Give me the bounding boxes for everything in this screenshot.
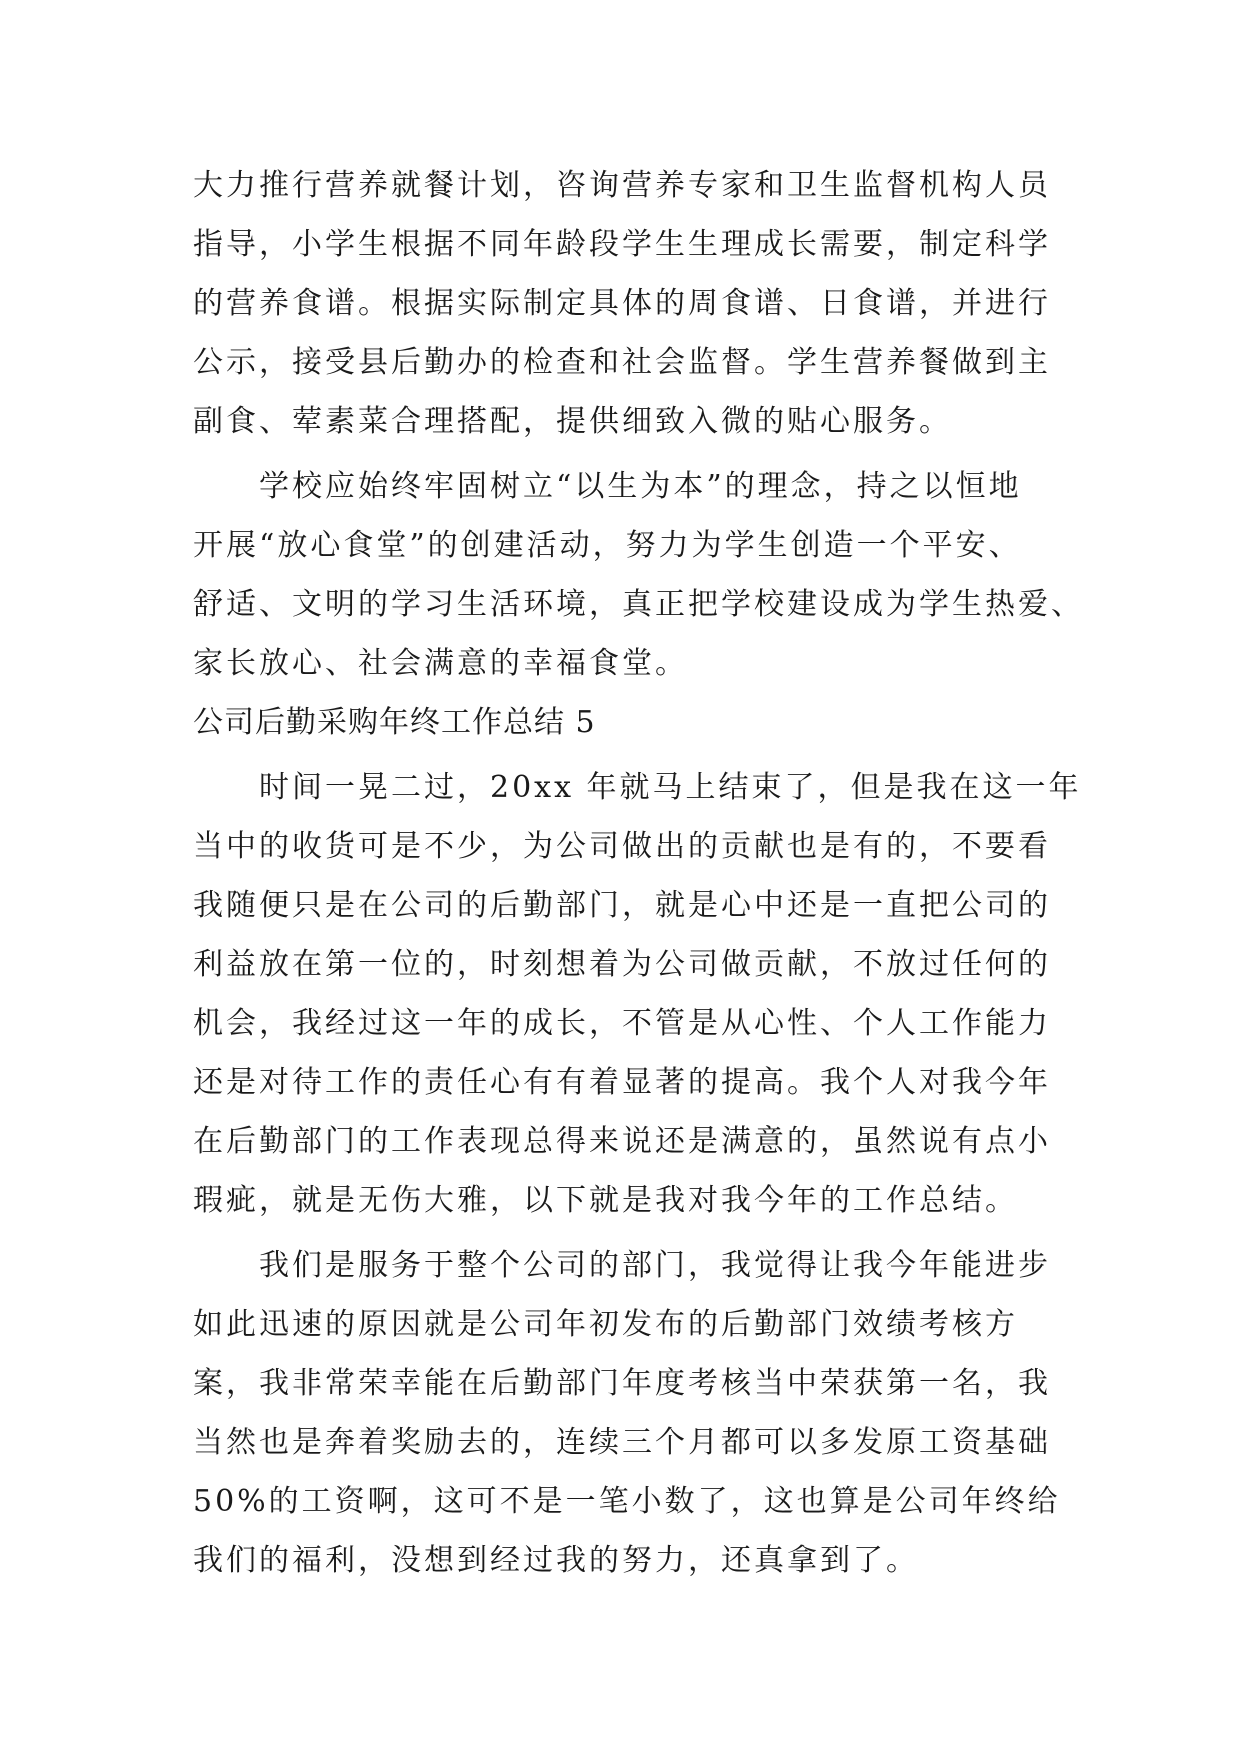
paragraph-student-centered <box>193 457 1084 693</box>
text-line: 舒适、文明的学习生活环境，真正把学校建设成为学生热爱、 <box>193 587 1084 622</box>
text-line: 指导，小学生根据不同年龄段学生生理成长需要，制定科学 <box>193 227 1051 262</box>
text-line: 机会，我经过这一年的成长，不管是从心性、个人工作能力 <box>193 1006 1051 1041</box>
text-line: 大力推行营养就餐计划，咨询营养专家和卫生监督机构人员 <box>193 168 1051 203</box>
text-line: 的营养食谱。根据实际制定具体的周食谱、日食谱，并进行 <box>193 286 1051 321</box>
text-line: 时间一晃二过，20xx 年就马上结束了，但是我在这一年 <box>259 770 1082 805</box>
text-line: 当中的收货可是不少，为公司做出的贡献也是有的，不要看 <box>193 829 1051 864</box>
text-line: 我们的福利，没想到经过我的努力，还真拿到了。 <box>193 1543 919 1578</box>
text-line: 公示，接受县后勤办的检查和社会监督。学生营养餐做到主 <box>193 345 1051 380</box>
text-line: 如此迅速的原因就是公司年初发布的后勤部门效绩考核方 <box>193 1307 1018 1342</box>
text-line: 副食、荤素菜合理搭配，提供细致入微的贴心服务。 <box>193 404 952 439</box>
paragraph-performance-award <box>193 1236 1073 1590</box>
paragraph-nutrition-plan <box>193 156 1073 451</box>
text-line: 瑕疵，就是无伤大雅，以下就是我对我今年的工作总结。 <box>193 1183 1018 1218</box>
text-line: 家长放心、社会满意的幸福食堂。 <box>193 646 688 681</box>
text-line: 当然也是奔着奖励去的，连续三个月都可以多发原工资基础 <box>193 1425 1051 1460</box>
document-page <box>193 156 1084 1590</box>
text-line: 还是对待工作的责任心有有着显著的提高。我个人对我今年 <box>193 1065 1051 1100</box>
text-line: 我们是服务于整个公司的部门，我觉得让我今年能进步 <box>259 1248 1051 1283</box>
text-line: 案，我非常荣幸能在后勤部门年度考核当中荣获第一名，我 <box>193 1366 1051 1401</box>
text-line: 我随便只是在公司的后勤部门，就是心中还是一直把公司的 <box>193 888 1051 923</box>
text-line: 在后勤部门的工作表现总得来说还是满意的，虽然说有点小 <box>193 1124 1051 1159</box>
paragraph-year-review <box>193 758 1082 1230</box>
section-heading: 公司后勤采购年终工作总结 5 <box>193 705 596 740</box>
text-line: 50%的工资啊，这可不是一笔小数了，这也算是公司年终给 <box>193 1484 1061 1519</box>
text-line: 开展“放心食堂”的创建活动，努力为学生创造一个平安、 <box>193 528 1022 563</box>
text-line: 利益放在第一位的，时刻想着为公司做贡献，不放过任何的 <box>193 947 1051 982</box>
text-line: 学校应始终牢固树立“以生为本”的理念，持之以恒地 <box>259 469 1022 504</box>
